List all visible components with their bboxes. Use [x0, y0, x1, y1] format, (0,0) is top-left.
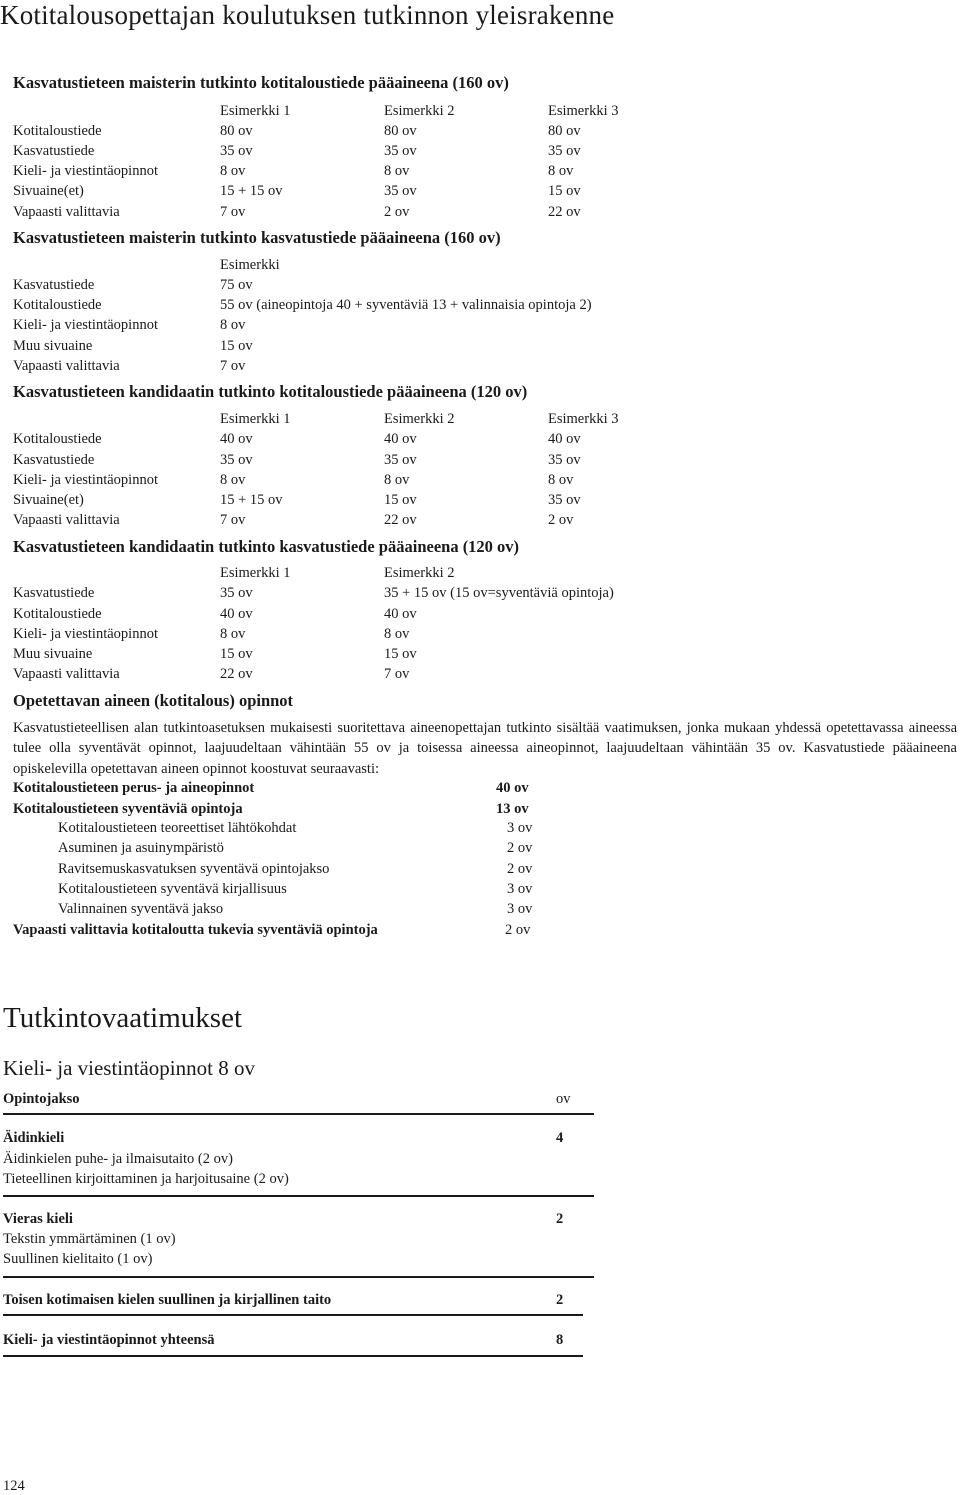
row-label: Muu sivuaine [13, 646, 93, 662]
row-label: Vapaasti valittavia [13, 358, 120, 374]
row-value: 35 ov [548, 452, 581, 468]
section-heading: Tutkintovaatimukset [3, 1002, 242, 1034]
row-value: 8 ov [220, 163, 246, 179]
total-label: Kieli- ja viestintäopinnot yhteensä [3, 1332, 215, 1348]
row-label: Vapaasti valittavia [13, 512, 120, 528]
column-header: Esimerkki 2 [384, 411, 455, 427]
row-label: Kasvatustiede [13, 143, 95, 159]
row-label: Kieli- ja viestintäopinnot [13, 317, 158, 333]
row-value: 8 ov [548, 472, 574, 488]
section-title: Kasvatustieteen maisterin tutkinto kasvatustiede pääaineena (160 ov) [13, 228, 501, 247]
column-header: Esimerkki 1 [220, 411, 291, 427]
row-value: 40 ov [220, 606, 253, 622]
list-item-value: 2 ov [507, 861, 533, 877]
section-title: Opetettavan aineen (kotitalous) opinnot [13, 691, 294, 710]
description-paragraph: Kasvatustieteellisen alan tutkintoasetuksen mukaisesti suoritettava aineenopettajan tutkinto sisältää vaatimuksen, jonka mukaan yhdessä opetettavassa aineessa tulee olla syventävät opinnot, laajuudeltaan vähintään 55 ov ja toisessa aineessa aineopinnot, laajuudeltaan vähintään 35 ov. Kasvatustiede pääaineena opiskelevilla opetettavan aineen opinnot koostuvat seuraavasti: [13, 720, 957, 777]
column-header: Esimerkki 2 [384, 565, 455, 581]
row-value: 15 ov [384, 492, 417, 508]
list-item-value: 3 ov [507, 820, 533, 836]
row-label: Kasvatustiede [13, 585, 95, 601]
row-label: Kasvatustiede [13, 277, 95, 293]
column-header: Esimerkki 2 [384, 103, 455, 119]
row-value: 7 ov [220, 512, 246, 528]
row-value: 8 ov [384, 472, 410, 488]
row-value: 15 + 15 ov [220, 492, 283, 508]
row-value: 2 ov [548, 512, 574, 528]
row-value: 80 ov [384, 123, 417, 139]
list-item-label: Valinnainen syventävä jakso [58, 901, 224, 917]
group-value: 2 [556, 1292, 564, 1308]
row-value: 8 ov [384, 163, 410, 179]
section-title: Kasvatustieteen maisterin tutkinto kotitaloustiede pääaineena (160 ov) [13, 73, 509, 92]
table-divider [3, 1314, 583, 1316]
row-label: Muu sivuaine [13, 338, 93, 354]
row-value: 35 ov [220, 452, 253, 468]
row-value: 80 ov [220, 123, 253, 139]
row-value: 35 + 15 ov (15 ov=syventäviä opintoja) [384, 585, 614, 601]
row-value: 15 + 15 ov [220, 183, 283, 199]
row-value: 8 ov [220, 317, 246, 333]
row-label: Kieli- ja viestintäopinnot [13, 163, 158, 179]
course-item: Tieteellinen kirjoittaminen ja harjoitusaine (2 ov) [3, 1171, 289, 1187]
row-value: 35 ov [548, 492, 581, 508]
group-value: 4 [556, 1130, 564, 1146]
list-item-label: Kotitaloustieteen perus- ja aineopinnot [13, 780, 255, 796]
row-value: 80 ov [548, 123, 581, 139]
row-label: Kotitaloustiede [13, 123, 102, 139]
group-label: Toisen kotimaisen kielen suullinen ja kirjallinen taito [3, 1292, 332, 1308]
column-header: Esimerkki 3 [548, 103, 619, 119]
page-title: Kotitalousopettajan koulutuksen tutkinnon yleisrakenne [0, 0, 615, 30]
list-item-value: 3 ov [507, 901, 533, 917]
row-value: 40 ov [384, 431, 417, 447]
row-label: Kotitaloustiede [13, 431, 102, 447]
row-label: Vapaasti valittavia [13, 204, 120, 220]
list-item-label: Ravitsemuskasvatuksen syventävä opintojakso [58, 861, 330, 877]
column-header: Esimerkki 1 [220, 103, 291, 119]
table-divider [3, 1355, 583, 1357]
section-title: Kasvatustieteen kandidaatin tutkinto kasvatustiede pääaineena (120 ov) [13, 537, 520, 556]
subsection-heading: Kieli- ja viestintäopinnot 8 ov [3, 1056, 255, 1080]
row-value: 35 ov [384, 183, 417, 199]
group-label: Vieras kieli [3, 1211, 73, 1227]
list-item-value: 13 ov [496, 801, 529, 817]
course-item: Äidinkielen puhe- ja ilmaisutaito (2 ov) [3, 1151, 233, 1167]
list-item-label: Vapaasti valittavia kotitaloutta tukevia syventäviä opintoja [13, 922, 378, 938]
group-value: 2 [556, 1211, 564, 1227]
table-divider [3, 1276, 594, 1278]
row-value: 8 ov [220, 472, 246, 488]
column-header: Esimerkki 3 [548, 411, 619, 427]
group-label: Äidinkieli [3, 1130, 65, 1146]
course-item: Tekstin ymmärtäminen (1 ov) [3, 1231, 176, 1247]
row-label: Kotitaloustiede [13, 606, 102, 622]
row-value: 22 ov [384, 512, 417, 528]
row-label: Kasvatustiede [13, 452, 95, 468]
table-divider [3, 1113, 594, 1115]
list-item-label: Asuminen ja asuinympäristö [58, 840, 224, 856]
list-item-value: 3 ov [507, 881, 533, 897]
row-value: 22 ov [220, 666, 253, 682]
row-value: 55 ov (aineopintoja 40 + syventäviä 13 + valinnaisia opintoja 2) [220, 297, 592, 313]
row-value: 8 ov [384, 626, 410, 642]
row-label: Kieli- ja viestintäopinnot [13, 626, 158, 642]
row-value: 35 ov [220, 585, 253, 601]
row-label: Sivuaine(et) [13, 183, 84, 199]
row-value: 7 ov [220, 358, 246, 374]
row-label: Sivuaine(et) [13, 492, 84, 508]
table-divider [3, 1195, 594, 1197]
row-value: 15 ov [220, 646, 253, 662]
row-value: 22 ov [548, 204, 581, 220]
list-item-value: 2 ov [507, 840, 533, 856]
page-number: 124 [3, 1478, 25, 1494]
row-value: 15 ov [384, 646, 417, 662]
row-value: 40 ov [220, 431, 253, 447]
row-value: 35 ov [220, 143, 253, 159]
row-value: 8 ov [220, 626, 246, 642]
row-value: 7 ov [220, 204, 246, 220]
row-value: 8 ov [548, 163, 574, 179]
column-header: Esimerkki 1 [220, 565, 291, 581]
row-value: 15 ov [220, 338, 253, 354]
column-header: Opintojakso [3, 1091, 80, 1107]
total-value: 8 [556, 1332, 564, 1348]
list-item-label: Kotitaloustieteen syventäviä opintoja [13, 801, 243, 817]
column-header: Esimerkki [220, 257, 280, 273]
row-value: 40 ov [548, 431, 581, 447]
list-item-label: Kotitaloustieteen syventävä kirjallisuus [58, 881, 287, 897]
list-item-value: 2 ov [505, 922, 531, 938]
column-header: ov [556, 1091, 571, 1107]
list-item-value: 40 ov [496, 780, 529, 796]
row-value: 35 ov [548, 143, 581, 159]
section-title: Kasvatustieteen kandidaatin tutkinto kotitaloustiede pääaineena (120 ov) [13, 382, 528, 401]
row-label: Kieli- ja viestintäopinnot [13, 472, 158, 488]
row-value: 75 ov [220, 277, 253, 293]
row-value: 2 ov [384, 204, 410, 220]
row-value: 35 ov [384, 143, 417, 159]
row-label: Kotitaloustiede [13, 297, 102, 313]
row-value: 15 ov [548, 183, 581, 199]
course-item: Suullinen kielitaito (1 ov) [3, 1251, 153, 1267]
row-label: Vapaasti valittavia [13, 666, 120, 682]
row-value: 35 ov [384, 452, 417, 468]
list-item-label: Kotitaloustieteen teoreettiset lähtökohdat [58, 820, 297, 836]
row-value: 40 ov [384, 606, 417, 622]
row-value: 7 ov [384, 666, 410, 682]
